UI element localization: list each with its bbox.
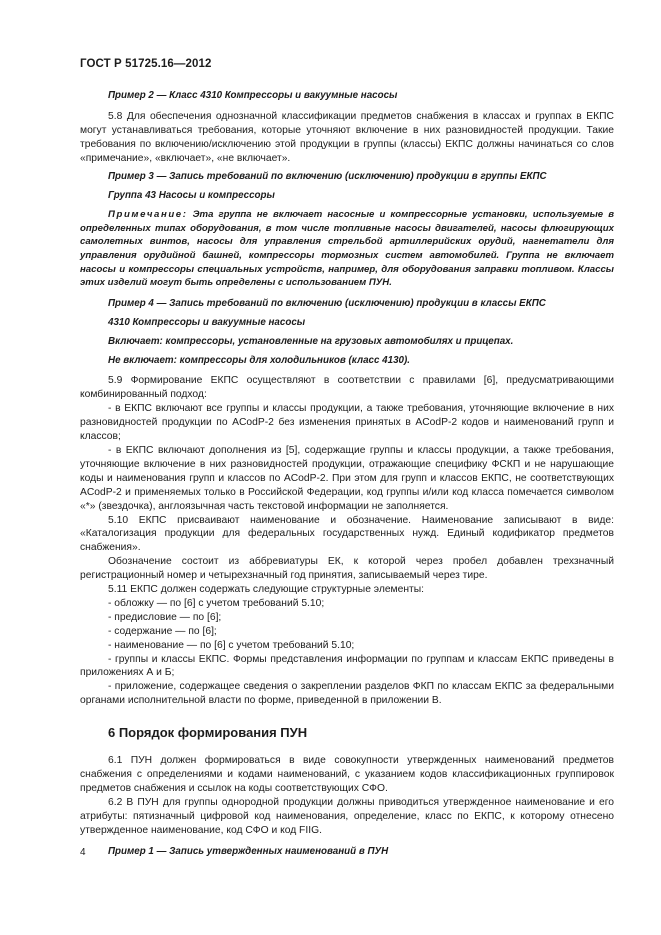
list-item: - содержание — по [6]; <box>108 625 217 637</box>
example-4-includes: Включает: компрессоры, установленные на грузовых автомобилях и прицепах. <box>108 335 514 347</box>
document-page <box>80 58 614 858</box>
example-4-excludes: Не включает: компрессоры для холодильников (класс 4130). <box>108 354 410 366</box>
example-3-heading: Пример 3 — Запись требований по включению (исключению) продукции в группы ЕКПС <box>108 171 547 183</box>
example-3-group: Группа 43 Насосы и компрессоры <box>108 190 275 202</box>
paragraph-6-1: 6.1 ПУН должен формироваться в виде совокупности утвержденных наименований предметов снабжения с определениями и кодами наименований, с указанием кодов классификационных группировок предметов снабжения и ссылок на коды соответствующих СФО. <box>80 755 614 794</box>
list-item: - приложение, содержащее сведения о закреплении разделов ФКП по классам ЕКПС за федеральными органами исполнительной власти по форме, приведенной в приложении В. <box>80 681 614 707</box>
list-item: - группы и классы ЕКПС. Формы представления информации по группам и классам ЕКПС приведены в приложениях А и Б; <box>80 653 614 679</box>
paragraph-5-9-item-1: - в ЕКПС включают все группы и классы продукции, а также требования, уточняющие включение в них разновидностей продукции по ACodP-2 без изменения принятых в ACodP-2 кодов и наименований групп и классов; <box>80 403 614 443</box>
example-4-heading: Пример 4 — Запись требований по включению (исключению) продукции в классы ЕКПС <box>108 297 546 309</box>
example-3-note <box>80 208 614 290</box>
paragraph-5-10: 5.10 ЕКПС присваивают наименование и обозначение. Наименование записывают в виде: «Каталогизация продукции для федеральных государственных нужд. Единый кодификатор предметов снабжения». <box>80 514 614 554</box>
paragraph-6-2: 6.2 В ПУН для группы однородной продукции должны приводиться утвержденное наименование и его атрибуты: пятизначный цифровой код наименования, определение, класс по ЕКПС, к которому отнесено утвержденное наименование, код СФО и код FIIG. <box>80 796 614 836</box>
paragraph-5-11-intro: 5.11 ЕКПС должен содержать следующие структурные элементы: <box>108 584 425 596</box>
note-label: Примечание: <box>108 209 188 221</box>
example-4-class: 4310 Компрессоры и вакуумные насосы <box>108 316 306 328</box>
paragraph-5-10-designation: Обозначение состоит из аббревиатуры ЕК, к которой через пробел добавлен трехзначный регистрационный номер и четырехзначный год принятия, записываемый через тире. <box>80 556 614 582</box>
paragraph-5-8: 5.8 Для обеспечения однозначной классификации предметов снабжения в классах и группах в ЕКПС могут устанавливаться требования, которые уточняют включение в них разновидностей продукции. Такие требования по включению/исключению этой продукции в группы (классы) ЕКПС должны начинаться со слов «примечание», «включает», «не включает». <box>80 110 614 164</box>
list-item: - обложку — по [6] с учетом требований 5.10; <box>108 597 325 609</box>
list-item: - наименование — по [6] с учетом требований 5.10; <box>108 639 355 651</box>
note-text: Эта группа не включает насосные и компрессорные установки, используемые в определенных типах оборудования, в том числе топливные насосы двигателей, насосы флюгирующих самолетных винтов, насосы для управления стрельбой артиллерийских орудий, нагнетатели для управления орудийной башней, компрессоры тормозных систем автомобилей. Группа не включает насосы и компрессоры специальных устройств, например, для оборудования заправки топливом. Классы этих изделий могут быть определены с использованием ПУН. <box>80 209 614 289</box>
section-6-title: 6 Порядок формирования ПУН <box>108 725 308 741</box>
paragraph-5-9-intro: 5.9 Формирование ЕКПС осуществляют в соответствии с правилами [6], предусматривающими комбинированный подход: <box>80 375 614 401</box>
paragraph-5-9-item-2: - в ЕКПС включают дополнения из [5], содержащие группы и классы продукции, а также требования, уточняющие включение в них разновидностей продукции, отражающие специфику ФСКП и не нарушающие коды и наименования групп и классов по ACodP-2. При этом для групп и классов ЕКПС, не соответствующих ACodP-2 и применяемых только в Российской Федерации, код группы и/или код класса помечается символом «*» (звездочка), англоязычная часть текстовой информации не заполняется. <box>80 444 614 512</box>
list-item: - предисловие — по [6]; <box>108 611 222 623</box>
page-number: 4 <box>80 847 86 858</box>
example-1-heading: Пример 1 — Запись утвержденных наименований в ПУН <box>108 845 389 857</box>
example-2-heading: Пример 2 — Класс 4310 Компрессоры и вакуумные насосы <box>108 89 398 101</box>
document-id: ГОСТ Р 51725.16—2012 <box>80 58 212 70</box>
